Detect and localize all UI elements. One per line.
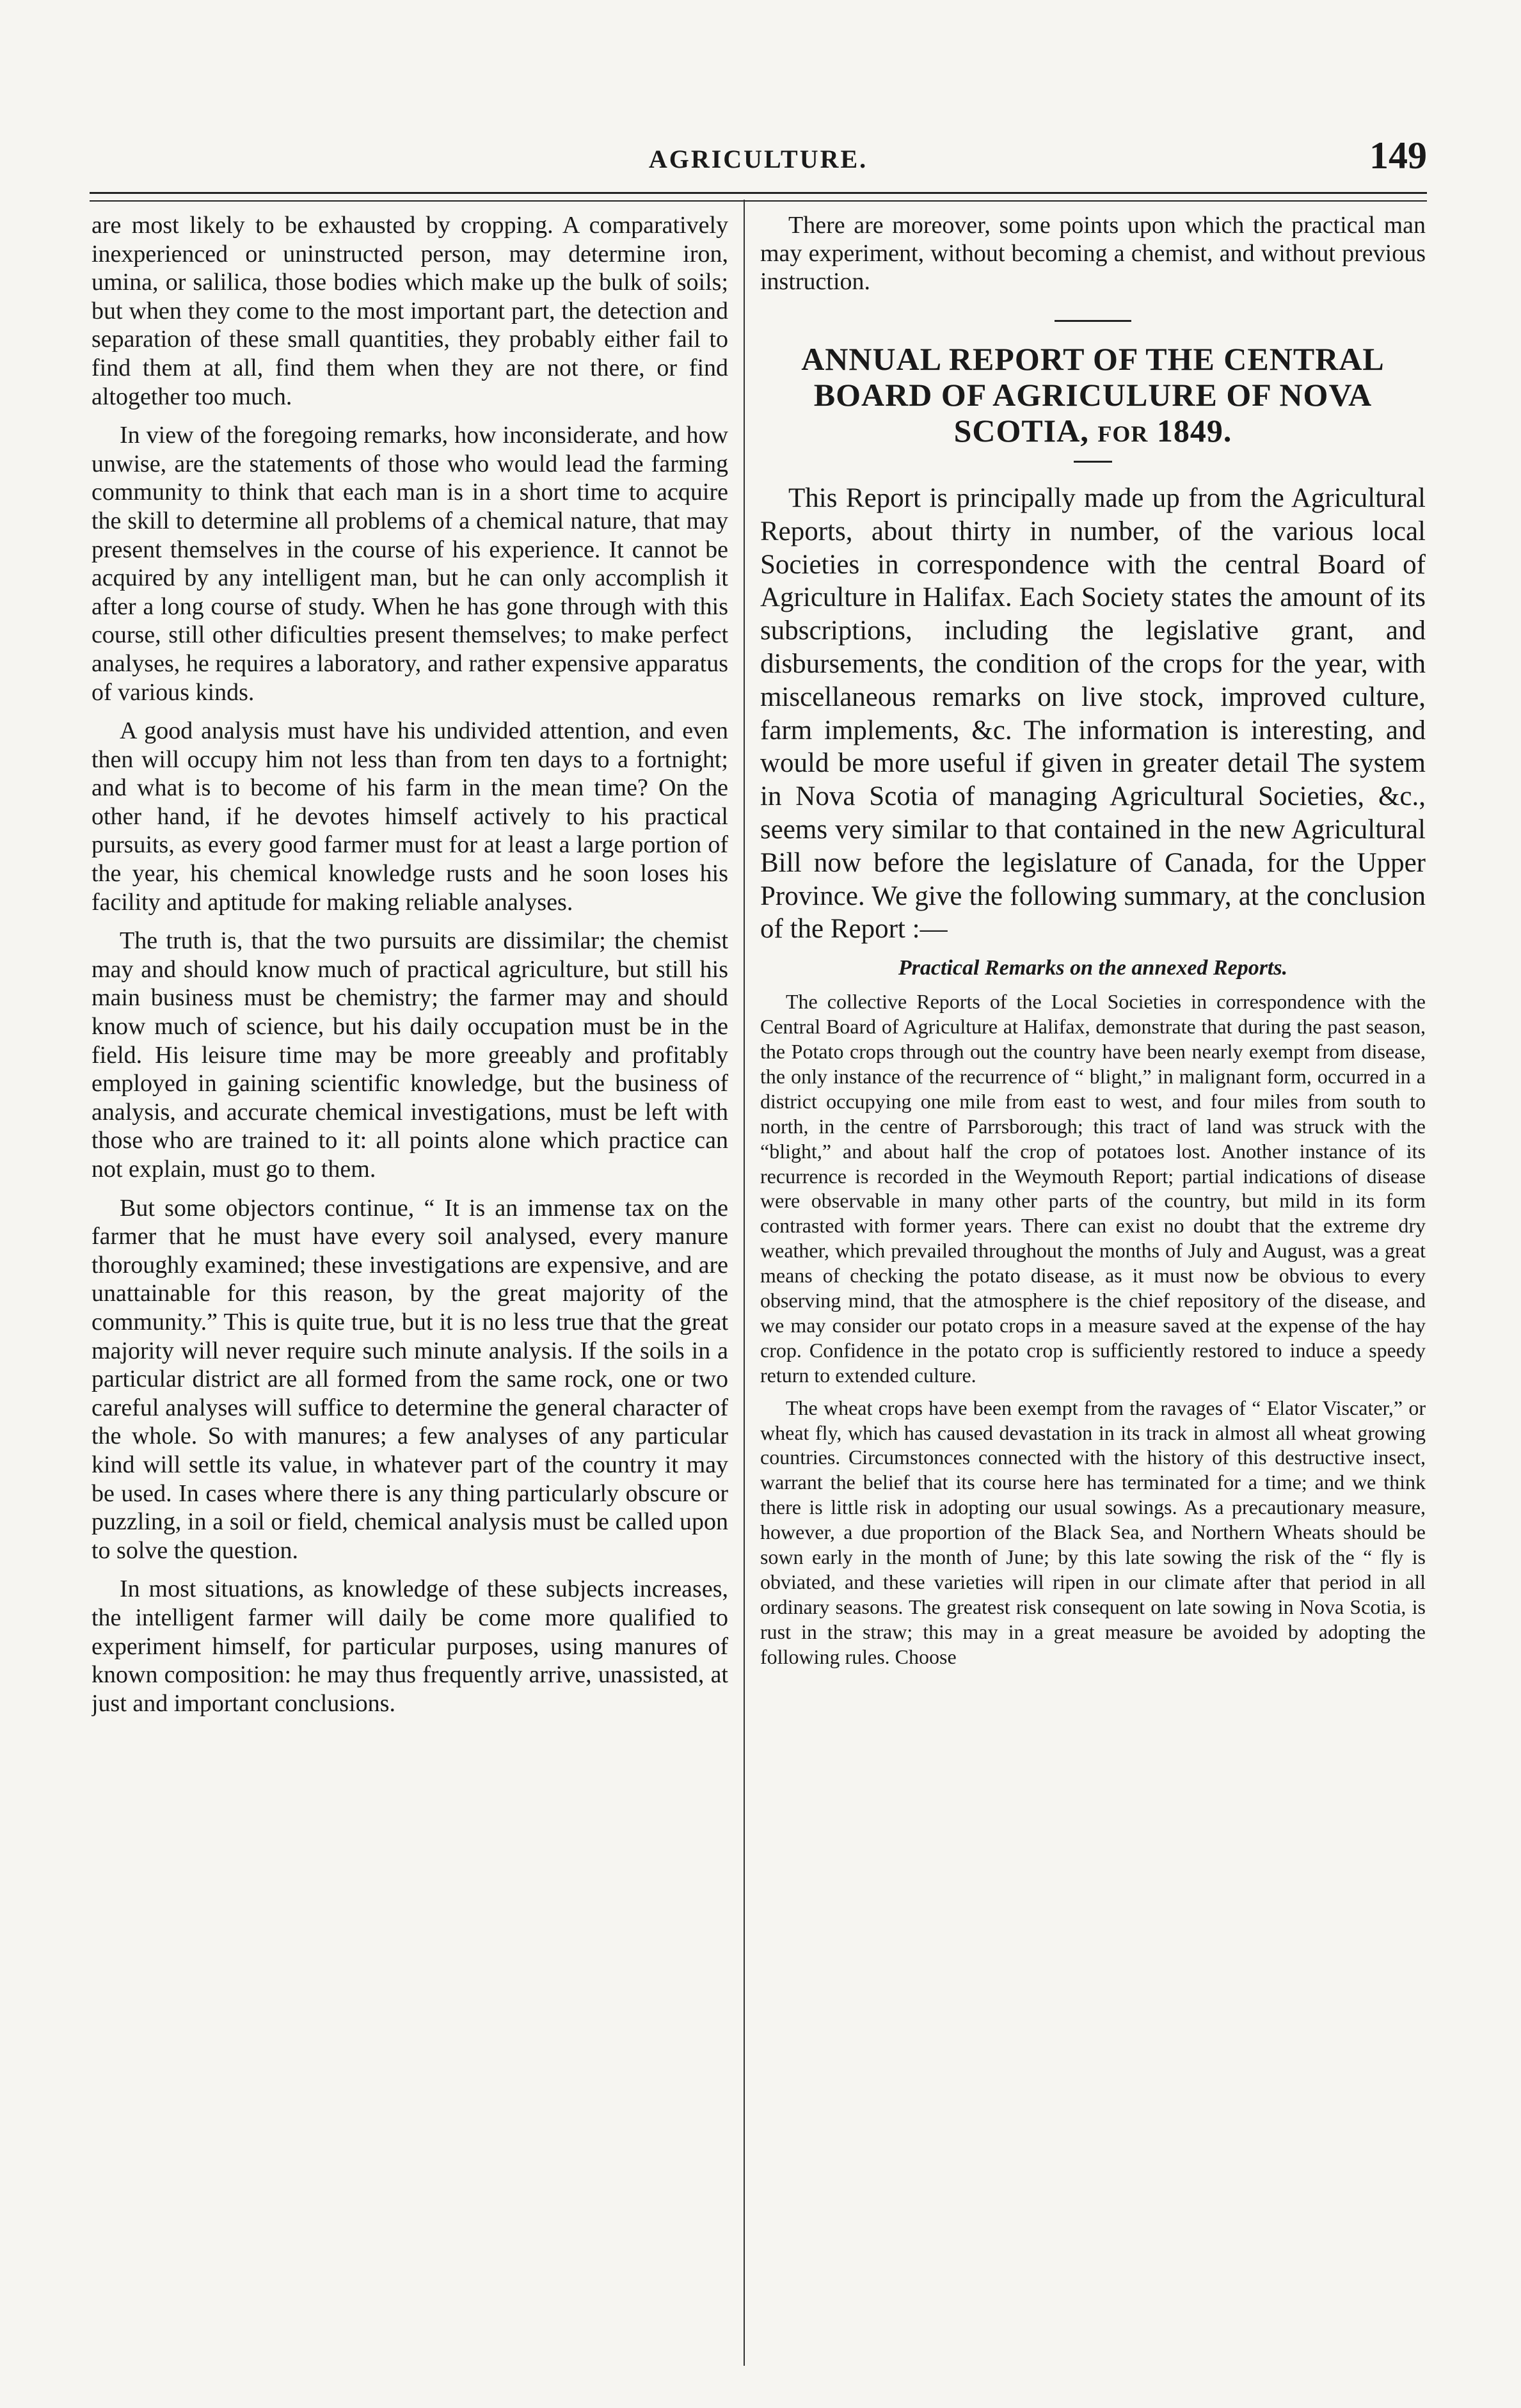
- small-print-section: [760, 989, 1426, 1669]
- header-rule: [90, 192, 1427, 202]
- right-column: [760, 211, 1426, 2368]
- report-title-for: FOR: [1097, 421, 1149, 447]
- paragraph: In most situations, as knowledge of these subjects increases, the intelligent farmer will daily be come more qualified to experiment himself, for particular purposes, using manures of known composition: he may thus frequently arrive, unassisted, at just and important conclusions.: [92, 1575, 728, 1717]
- subheading: Practical Remarks on the annexed Reports.: [898, 956, 1288, 980]
- running-title: AGRICULTURE.: [648, 145, 868, 173]
- title-rule: [1074, 461, 1112, 463]
- paragraph: are most likely to be exhausted by cropping. A comparatively inexperienced or uninstructed person, may determine iron, umina, or salilica, those bodies which make up the bulk of soils; but when they come to the most important part, the detection and separation of these small quantities, they probably either fail to find them at all, find them when they are not there, or find altogether too much.: [92, 212, 728, 410]
- report-title-main: ANNUAL REPORT OF THE CENTRAL BOARD OF AGRICULURE OF NOVA SCOTIA,: [801, 341, 1385, 449]
- page-header: [90, 131, 1427, 182]
- report-paragraph: This Report is principally made up from the Agricultural Reports, about thirty in number, of the various local Societies in correspondence with the central Board of Agriculture in Halifax. Each Society states the amount of its subscriptions, including the legislative grant, and disbursements, the condition of the crops for the year, with miscellaneous remarks on live stock, improved culture, farm implements, &c. The information is interesting, and would be more useful if given in greater detail The system in Nova Scotia of managing Agricultural Societies, &c., seems very similar to that contained in the new Agricultural Bill now before the legislature of Canada, for the Upper Province. We give the following summary, at the conclusion of the Report :—: [760, 483, 1426, 945]
- paragraph: But some objectors continue, “ It is an immense tax on the farmer that he must have every soil analysed, every manure thoroughly examined; these investigations are expensive, and are unattainable for this reason, by the great majority of the community.” This is quite true, but it is no less true that the great majority will never require such minute analysis. If the soils in a particular district are all formed from the same rock, one or two careful analyses will suffice to determine the general character of the whole. So with manures; a few analyses of any particular kind will settle its value, in whatever part of the country it may be used. In cases where there is any thing particularly obscure or puzzling, in a soil or field, chemical analysis must be called upon to solve the question.: [92, 1194, 728, 1564]
- paragraph: The wheat crops have been exempt from the ravages of “ Elator Viscater,” or wheat fly, which has caused devastation in its track in almost all wheat growing countries. Circumstonces connected with the history of this destructive insect, warrant the belief that its course here has terminated for a time; and we think there is little risk in adopting our usual sowings. As a precautionary measure, however, a due proportion of the Black Sea, and Northern Wheats should be sown early in the month of June; by this late sowing the risk of the “ fly is obviated, and these varieties will ripen in our climate after that period in all ordinary seasons. The greatest risk consequent on late sowing in Nova Scotia, is rust in the straw; this may in a great measure be avoided by adopting the following rules. Choose: [760, 1396, 1426, 1668]
- report-title-year: 1849.: [1156, 413, 1232, 449]
- report-title: [760, 341, 1426, 452]
- section-rule: [1055, 320, 1131, 322]
- paragraph: A good analysis must have his undivided attention, and even then will occupy him not less than from ten days to a fortnight; and what is to become of his farm in the mean time? On the other hand, if he devotes himself actively to his practical pursuits, as every good farmer must for at least a large portion of the year, his chemical knowledge rusts and he soon loses his facility and aptitude for making reliable analyses.: [92, 717, 728, 916]
- paragraph: The collective Reports of the Local Societies in correspondence with the Central Board of Agriculture at Halifax, demonstrate that during the past season, the Potato crops through out the country have been nearly exempt from disease, the only instance of the recurrence of “ blight,” in malignant form, occurred in a district occupying one mile from east to west, and four miles from south to north, in the centre of Parrsborough; this tract of land was struck with the “blight,” and about half the crop of potatoes lost. Another instance of its recurrence is recorded in the Weymouth Report; partial indications of disease were observable in many other parts of the country, but mild in its form contrasted with former years. There can exist no doubt that the extreme dry weather, which prevailed throughout the months of July and August, was a great means of checking the potato disease, as it must now be obvious to every observing mind, that the atmosphere is the chief repository of the disease, and we may consider our potato crops in a measure saved at the expense of the hay crop. Confidence in the potato crop is sufficiently restored to induce a speedy return to extended culture.: [760, 990, 1426, 1387]
- page-number: 149: [1369, 134, 1427, 177]
- paragraph: In view of the foregoing remarks, how inconsiderate, and how unwise, are the statements of those who would lead the farming community to think that each man is in a short time to acquire the skill to determine all problems of a chemical nature, that may present themselves in the course of his experience. It cannot be acquired by any intelligent man, but he can only accomplish it after a long course of study. When he has gone through with this course, still other dificulties present themselves; to make perfect analyses, he requires a laboratory, and rather expensive apparatus of various kinds.: [92, 422, 728, 706]
- paragraph: The truth is, that the two pursuits are dissimilar; the chemist may and should know much of practical agriculture, but still his main business must be chemistry; the farmer may and should know much of science, but his daily occupation must be in the field. His leisure time may be more greeably and profitably employed in gaining scientific knowledge, but the business of analysis, and accurate chemical investigations, must be left with those who are trained to it: all points alone which practice can not explain, must go to them.: [92, 927, 728, 1183]
- left-column: [92, 211, 728, 2368]
- paragraph: There are moreover, some points upon which the practical man may experiment, without becoming a chemist, and without previous instruction.: [760, 212, 1426, 295]
- column-divider: [744, 200, 745, 2366]
